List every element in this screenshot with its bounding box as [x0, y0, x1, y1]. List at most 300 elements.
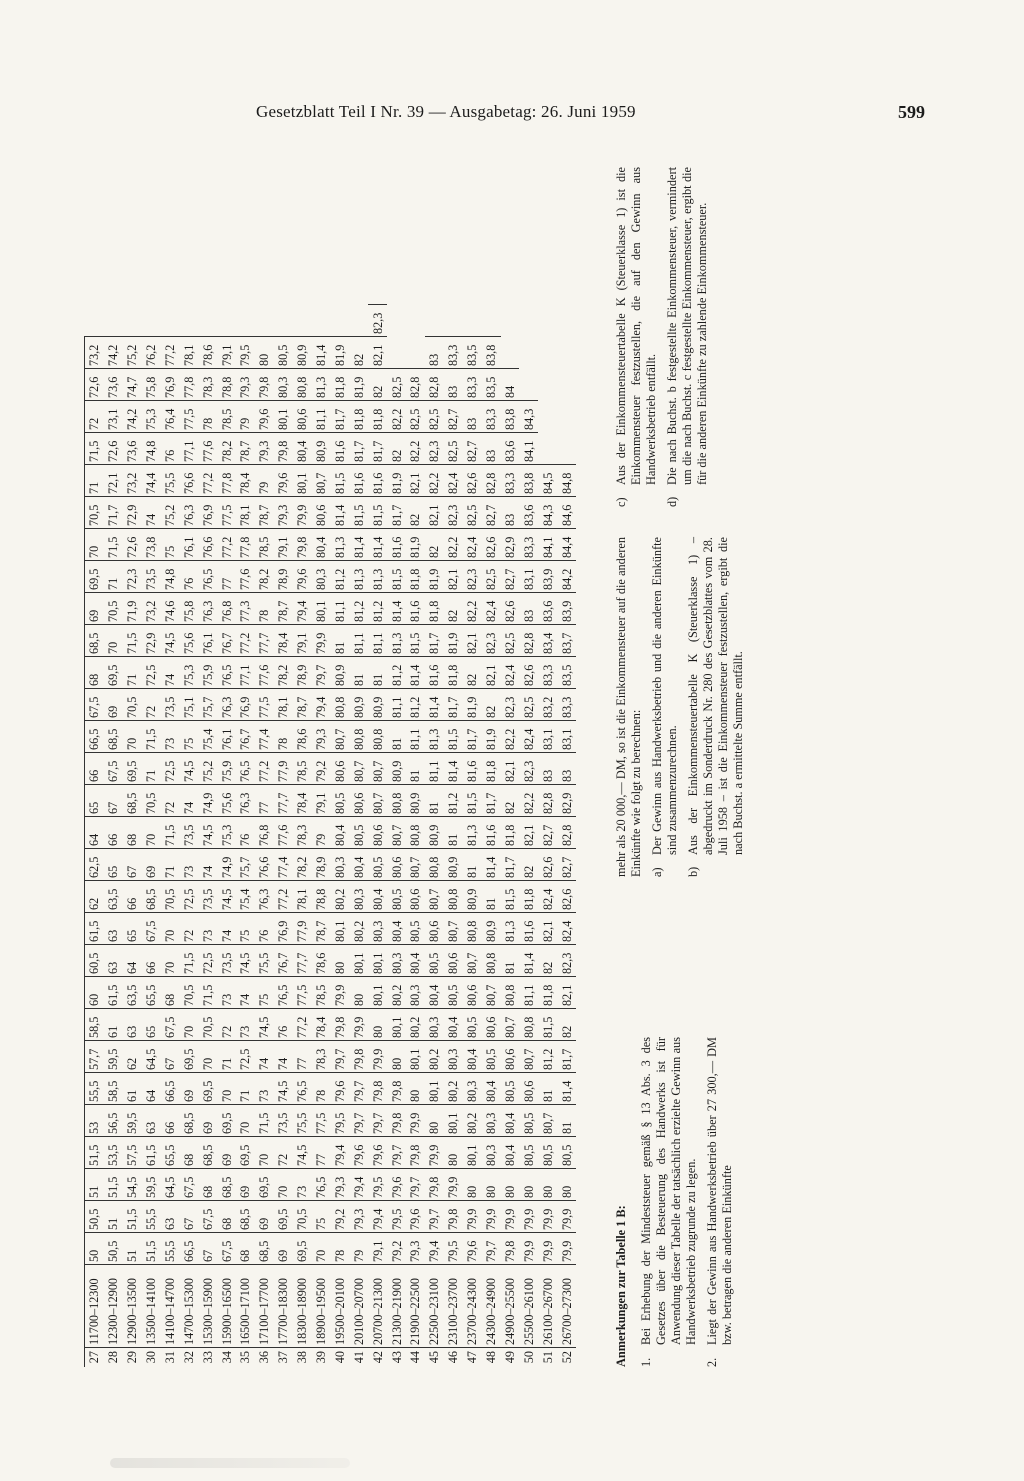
- rate-cell: 74: [198, 849, 217, 881]
- rate-cell: 78,1: [236, 497, 255, 529]
- rate-cell: 78,4: [312, 1009, 331, 1041]
- rate-cell: 55,5: [161, 1233, 180, 1265]
- rate-cell: 79,3: [274, 497, 293, 529]
- rate-cell: 72,5: [161, 753, 180, 785]
- rate-cell: 82,5: [444, 433, 463, 465]
- rate-cell: 83,9: [557, 593, 576, 625]
- rate-cell: 74,5: [198, 817, 217, 849]
- rate-cell: 81,8: [444, 657, 463, 689]
- rate-cell: 84,6: [557, 497, 576, 529]
- rate-cell: 80,9: [349, 689, 368, 721]
- table-row: [179, 305, 198, 1368]
- rate-cell: 82,7: [444, 401, 463, 433]
- rate-cell: 77,7: [293, 945, 312, 977]
- rate-cell: 78,1: [274, 689, 293, 721]
- rate-cell: 83: [519, 593, 538, 625]
- rate-cell: 51: [104, 1201, 123, 1233]
- rate-cell: 67,5: [198, 1201, 217, 1233]
- note-text: Der Gewinn aus Handwerksbetrieb und die anderen Einkünfte sind zusammenzurechnen.: [650, 537, 679, 855]
- note-item: [639, 1037, 699, 1367]
- rate-cell: 69,5: [179, 1041, 198, 1073]
- rate-cell: 81,8: [482, 753, 501, 785]
- rate-cell: 82: [463, 657, 482, 689]
- row-number: 27: [85, 1348, 104, 1368]
- rate-cell: 79,7: [349, 1105, 368, 1137]
- rate-cell: 80,3: [444, 1041, 463, 1073]
- rate-cell: 77,5: [217, 497, 236, 529]
- rate-cell: 81,5: [368, 497, 387, 529]
- rate-cell: 71: [123, 657, 142, 689]
- rate-cell: 80,4: [501, 1137, 520, 1169]
- rate-cell: 81,4: [368, 529, 387, 561]
- rate-cell: 53: [85, 1105, 104, 1137]
- rate-cell: 71: [236, 1073, 255, 1105]
- rate-cell: 77,9: [293, 913, 312, 945]
- rate-cell: 83,5: [482, 369, 501, 401]
- row-number: 44: [408, 1351, 423, 1364]
- rate-cell: 76,5: [274, 977, 293, 1009]
- rate-cell: 80,9: [293, 337, 312, 369]
- rate-cell: 80: [331, 945, 350, 977]
- rate-cell: 81,4: [444, 753, 463, 785]
- rate-cell: 80,1: [463, 1137, 482, 1169]
- rate-cell: 77: [293, 1041, 312, 1073]
- rate-cell: 79,9: [501, 1201, 520, 1233]
- rate-cell: 80,1: [425, 1073, 444, 1105]
- rate-cell: 81,8: [425, 593, 444, 625]
- rate-cell: 74: [161, 657, 180, 689]
- rate-cell: 78: [331, 1233, 350, 1265]
- rate-cell: 69,5: [255, 1169, 274, 1201]
- row-number: 41: [351, 1351, 366, 1364]
- rate-cell: 77,2: [198, 465, 217, 497]
- rate-cell: 70: [198, 1041, 217, 1073]
- rate-cell: 81,4: [425, 689, 444, 721]
- rate-cell: 74,4: [142, 465, 161, 497]
- rate-cell: 82,1: [444, 561, 463, 593]
- rate-cell: 82,1: [557, 977, 576, 1009]
- rate-cell: 69,5: [217, 1105, 236, 1137]
- rate-cell: 78,7: [274, 593, 293, 625]
- rate-cell: 80,5: [274, 337, 293, 369]
- table-row: [85, 305, 104, 1368]
- rate-cell: 78,9: [312, 849, 331, 881]
- rate-cell: 71,7: [104, 497, 123, 529]
- rate-cell: 81,3: [312, 369, 331, 401]
- rate-cell: 75,7: [198, 689, 217, 721]
- rate-cell: 70: [104, 625, 123, 657]
- note-item: [650, 537, 680, 877]
- rate-cell: 53,5: [104, 1137, 123, 1169]
- rate-cell: 83,1: [519, 561, 538, 593]
- rate-cell: 77,5: [312, 1105, 331, 1137]
- table-row: [519, 305, 538, 1368]
- rate-cell: 75,5: [255, 945, 274, 977]
- rate-cell: 81,1: [331, 593, 350, 625]
- rate-cell: 80,5: [463, 1009, 482, 1041]
- rate-cell: 79,9: [349, 1009, 368, 1041]
- rate-cell: 75,6: [179, 625, 198, 657]
- rate-cell: 73,5: [198, 881, 217, 913]
- rate-cell: 77,5: [255, 689, 274, 721]
- rate-cell: 80,3: [312, 561, 331, 593]
- rate-cell: 70,5: [161, 881, 180, 913]
- table-row: [255, 305, 274, 1368]
- rate-cell: 80,2: [331, 881, 350, 913]
- income-range: 26700–27300: [557, 1265, 576, 1348]
- rate-cell: 81,3: [463, 817, 482, 849]
- rate-cell: 74,9: [198, 785, 217, 817]
- note-text: Aus der Einkommensteuertabelle K (Steuerklasse 1) – abgedruckt im Sonderdruck Nr. 280 des Gesetzblattes vom 28. Juli 1958 – ist die Einkommensteuer festzustellen, ergibt die nach Buchst. a ermittelte Summe entfällt.: [686, 537, 745, 855]
- rate-cell: 78,5: [293, 753, 312, 785]
- rate-cell: 75,1: [179, 689, 198, 721]
- rate-cell: 80,3: [482, 1105, 501, 1137]
- rate-cell: 79,4: [368, 1201, 387, 1233]
- rate-cell: 72: [179, 913, 198, 945]
- rate-cell: 74,8: [161, 561, 180, 593]
- rate-cell: 80,3: [349, 881, 368, 913]
- rate-cell: 80,7: [387, 817, 406, 849]
- rate-cell: 56,5: [104, 1105, 123, 1137]
- rate-cell: 79,9: [406, 1105, 425, 1137]
- rate-cell: 80,1: [406, 1041, 425, 1073]
- rate-cell: 80,3: [425, 1009, 444, 1041]
- rate-cell: 80,5: [501, 1073, 520, 1105]
- rate-cell: 78,5: [255, 529, 274, 561]
- rate-cell: 80,5: [519, 1137, 538, 1169]
- rate-cell: 80,6: [368, 817, 387, 849]
- rate-cell: 81,7: [482, 785, 501, 817]
- rate-cell: 83,5: [557, 657, 576, 689]
- rate-cell: 72,6: [85, 369, 104, 401]
- rate-cell: 82,5: [425, 401, 444, 433]
- rate-cell: 82,5: [482, 561, 501, 593]
- rate-cell: 79,6: [368, 1137, 387, 1169]
- tax-rate-table: [84, 304, 576, 1367]
- rate-cell: 77: [217, 561, 236, 593]
- rate-cell: 81,6: [519, 913, 538, 945]
- rate-cell: 79,4: [331, 1137, 350, 1169]
- rate-cell: 62: [123, 1041, 142, 1073]
- rate-cell: 82: [425, 529, 444, 561]
- rate-cell: 80,7: [368, 753, 387, 785]
- rate-cell: 82,6: [538, 849, 557, 881]
- rate-cell: 80,6: [501, 1041, 520, 1073]
- rate-cell: 70,5: [104, 593, 123, 625]
- rate-cell: 79,1: [293, 625, 312, 657]
- note-text: mehr als 20 000,— DM, so ist die Einkommensteuer auf die anderen Einkünfte wie folgt zu berechnen:: [614, 537, 643, 877]
- rate-cell: 80,5: [538, 1137, 557, 1169]
- rate-cell: 82,7: [538, 817, 557, 849]
- rate-cell: 57,5: [123, 1137, 142, 1169]
- income-range: 15900–16500: [217, 1265, 236, 1348]
- rate-cell: 76,4: [161, 401, 180, 433]
- rate-cell: 77,4: [274, 849, 293, 881]
- row-number: 29: [125, 1351, 140, 1364]
- rate-cell: 80,5: [406, 913, 425, 945]
- rate-cell: 81,8: [519, 881, 538, 913]
- rate-cell: 65: [123, 913, 142, 945]
- rate-cell: 81,4: [312, 337, 331, 369]
- rate-cell: 80,4: [293, 433, 312, 465]
- rate-cell: 72: [85, 401, 104, 433]
- rate-cell: 67: [104, 785, 123, 817]
- rate-cell: 74: [236, 977, 255, 1009]
- rate-cell: 78,4: [274, 625, 293, 657]
- row-number: 43: [389, 1351, 404, 1364]
- rate-cell: 67,5: [179, 1169, 198, 1201]
- rate-cell: 80,4: [482, 1073, 501, 1105]
- rate-cell: 65,5: [161, 1137, 180, 1169]
- rate-cell: 80,7: [368, 785, 387, 817]
- rate-cell: 80,4: [406, 945, 425, 977]
- rate-cell: 82,3: [368, 305, 387, 337]
- table-row: [368, 305, 387, 1368]
- rate-cell: 79,8: [368, 1073, 387, 1105]
- rate-cell: 80,5: [349, 817, 368, 849]
- rate-cell: 65,5: [142, 977, 161, 1009]
- row-number: 45: [427, 1351, 442, 1364]
- rate-cell: 81,6: [406, 593, 425, 625]
- rate-cell: 74,5: [236, 945, 255, 977]
- rate-cell: 82,8: [519, 625, 538, 657]
- rate-cell: 82,1: [482, 657, 501, 689]
- rate-cell: 81,5: [406, 625, 425, 657]
- rate-cell: 80,6: [293, 401, 312, 433]
- rate-cell: 81,5: [538, 1009, 557, 1041]
- rate-cell: 81,4: [387, 593, 406, 625]
- table-row: [425, 305, 444, 1368]
- rate-cell: 59,5: [104, 1041, 123, 1073]
- table-row: [482, 305, 501, 1368]
- rate-cell: 75,8: [179, 593, 198, 625]
- rate-cell: 72: [161, 785, 180, 817]
- rate-cell: 79,9: [293, 497, 312, 529]
- note-mark: 1.: [639, 1357, 653, 1367]
- rate-cell: 64: [85, 817, 104, 849]
- note-intro: [614, 537, 644, 877]
- rate-cell: 81,9: [425, 561, 444, 593]
- rate-cell: 77,6: [198, 433, 217, 465]
- rate-cell: 79,6: [293, 561, 312, 593]
- rate-cell: 81,7: [444, 689, 463, 721]
- rate-cell: 69,5: [104, 657, 123, 689]
- rate-cell: 77,2: [274, 881, 293, 913]
- note-text: Liegt der Gewinn aus Handwerksbetrieb über 27 300,— DM bzw. betragen die anderen Einkünfte: [705, 1037, 734, 1345]
- rate-cell: 73,5: [179, 817, 198, 849]
- rate-cell: 82,2: [387, 401, 406, 433]
- rate-cell: 77,8: [217, 465, 236, 497]
- row-number: 37: [276, 1351, 291, 1364]
- rate-cell: 70: [217, 1073, 236, 1105]
- rate-cell: 80,7: [463, 945, 482, 977]
- rate-cell: 81,2: [368, 593, 387, 625]
- rate-cell: 84,8: [557, 465, 576, 497]
- rate-cell: 77,8: [236, 529, 255, 561]
- rate-cell: 79,9: [331, 977, 350, 1009]
- rate-cell: 70: [179, 1009, 198, 1041]
- rate-cell: 83,3: [538, 657, 557, 689]
- income-range: 20100–20700: [349, 1265, 368, 1348]
- rate-cell: 69: [179, 1073, 198, 1105]
- rate-cell: 59,5: [142, 1169, 161, 1201]
- rate-cell: 80: [255, 337, 274, 369]
- rate-cell: 73: [293, 1169, 312, 1201]
- rate-cell: 76,3: [236, 785, 255, 817]
- rate-cell: 80,3: [482, 1137, 501, 1169]
- rate-cell: 82,8: [538, 785, 557, 817]
- rate-cell: 81,8: [331, 369, 350, 401]
- rate-cell: 80,2: [349, 913, 368, 945]
- rate-cell: 81,3: [349, 561, 368, 593]
- note-text: Aus der Einkommensteuertabelle K (Steuerklasse 1) ist die Einkommensteuer festzustellen, die auf den Gewinn aus Handwerksbetrieb entfällt.: [614, 167, 658, 485]
- rate-cell: 72,5: [142, 657, 161, 689]
- rate-cell: 81,6: [482, 817, 501, 849]
- rate-cell: 75: [179, 721, 198, 753]
- rate-cell: 80: [444, 1137, 463, 1169]
- income-range: 14100–14700: [161, 1265, 180, 1348]
- rate-cell: 76: [236, 817, 255, 849]
- rate-cell: 82,2: [519, 785, 538, 817]
- rate-cell: 76,6: [198, 529, 217, 561]
- rate-cell: 75,3: [217, 817, 236, 849]
- rate-cell: 73,6: [104, 369, 123, 401]
- rate-cell: 70,5: [123, 689, 142, 721]
- rate-cell: 81,6: [425, 657, 444, 689]
- rate-cell: 80,4: [501, 1105, 520, 1137]
- table-row: [236, 305, 255, 1368]
- rate-cell: 51,5: [104, 1169, 123, 1201]
- rate-cell: 84: [501, 369, 520, 401]
- rate-cell: 70,5: [179, 977, 198, 1009]
- rate-cell: 81,6: [331, 433, 350, 465]
- rate-cell: 79,8: [406, 1137, 425, 1169]
- rate-cell: 81: [463, 849, 482, 881]
- rate-cell: 80: [368, 1009, 387, 1041]
- rate-cell: 84,4: [557, 529, 576, 561]
- rate-cell: 59,5: [123, 1105, 142, 1137]
- rate-cell: 80,5: [519, 1105, 538, 1137]
- rate-cell: 61: [123, 1073, 142, 1105]
- rate-cell: 80,7: [519, 1041, 538, 1073]
- rate-cell: 67: [123, 849, 142, 881]
- rate-cell: 72,9: [142, 625, 161, 657]
- rate-cell: 74,5: [217, 881, 236, 913]
- rate-cell: 78,3: [198, 369, 217, 401]
- rate-cell: 81,5: [331, 465, 350, 497]
- rate-cell: 68: [123, 817, 142, 849]
- rate-cell: 68,5: [236, 1201, 255, 1233]
- income-range: 22500–23100: [425, 1265, 444, 1348]
- rate-cell: 82,8: [425, 369, 444, 401]
- table-row: [349, 305, 368, 1368]
- notes-column-3: [614, 167, 716, 507]
- rate-cell: 81,5: [444, 721, 463, 753]
- rate-cell: 84,2: [557, 561, 576, 593]
- rate-cell: 81,3: [387, 625, 406, 657]
- rate-cell: 81,4: [482, 849, 501, 881]
- rate-cell: 83: [482, 433, 501, 465]
- rate-cell: 82,6: [482, 529, 501, 561]
- rate-cell: 74,2: [123, 401, 142, 433]
- rate-cell: 73,2: [123, 465, 142, 497]
- rate-cell: 82,4: [482, 593, 501, 625]
- rate-cell: 75,3: [142, 401, 161, 433]
- rate-cell: 71: [142, 753, 161, 785]
- rate-cell: 66: [161, 1105, 180, 1137]
- rate-cell: 80: [519, 1169, 538, 1201]
- rate-cell: 68: [236, 1233, 255, 1265]
- rate-cell: 69,5: [236, 1137, 255, 1169]
- rate-cell: 54,5: [123, 1169, 142, 1201]
- rate-cell: 79,5: [236, 337, 255, 369]
- rate-cell: 65: [85, 785, 104, 817]
- rate-cell: 83,5: [463, 337, 482, 369]
- rate-cell: 83: [444, 369, 463, 401]
- rate-cell: 79,1: [274, 529, 293, 561]
- rate-cell: 79,8: [293, 529, 312, 561]
- rate-cell: 76: [161, 433, 180, 465]
- rate-cell: 76,3: [217, 689, 236, 721]
- row-number: 31: [162, 1351, 177, 1364]
- rate-cell: 80,3: [406, 977, 425, 1009]
- rate-cell: 72,9: [123, 497, 142, 529]
- rate-cell: 82: [444, 593, 463, 625]
- row-number: 40: [332, 1351, 347, 1364]
- rate-cell: 74,5: [274, 1073, 293, 1105]
- rate-cell: 79,9: [368, 1041, 387, 1073]
- rate-cell: 78,6: [198, 337, 217, 369]
- rate-cell: 84,5: [538, 465, 557, 497]
- rate-cell: 83: [557, 753, 576, 785]
- rate-cell: 82,3: [557, 945, 576, 977]
- rate-cell: 82,7: [501, 561, 520, 593]
- rate-cell: 73,2: [85, 337, 104, 369]
- table-row: [557, 305, 576, 1368]
- income-range: 21300–21900: [387, 1265, 406, 1348]
- rate-cell: 75,4: [198, 721, 217, 753]
- rate-cell: 79,5: [444, 1233, 463, 1265]
- rate-cell: 68: [198, 1169, 217, 1201]
- rate-cell: 78,7: [312, 913, 331, 945]
- rate-cell: 73: [161, 721, 180, 753]
- rate-cell: 80: [349, 977, 368, 1009]
- income-range: 17700–18300: [274, 1265, 293, 1348]
- rate-cell: 81: [349, 657, 368, 689]
- rate-cell: 78,3: [312, 1041, 331, 1073]
- row-number: 32: [181, 1351, 196, 1364]
- rate-cell: 81,2: [331, 561, 350, 593]
- rate-cell: 82,2: [501, 721, 520, 753]
- rate-cell: 81,3: [368, 561, 387, 593]
- rate-cell: 76: [179, 561, 198, 593]
- rate-cell: 70,5: [198, 1009, 217, 1041]
- rate-cell: 82: [557, 1009, 576, 1041]
- rate-cell: 76,2: [142, 337, 161, 369]
- rate-cell: 75: [312, 1201, 331, 1233]
- table-row: [198, 305, 217, 1368]
- rate-cell: 78,1: [179, 337, 198, 369]
- rate-cell: 82,2: [463, 593, 482, 625]
- rate-cell: 81,4: [349, 529, 368, 561]
- rate-cell: 63: [104, 913, 123, 945]
- rate-cell: 81,6: [387, 529, 406, 561]
- rate-cell: 80,2: [406, 1009, 425, 1041]
- rate-cell: 68,5: [123, 785, 142, 817]
- rate-cell: 83,3: [444, 337, 463, 369]
- rate-cell: 80,5: [482, 1041, 501, 1073]
- rate-cell: 80: [387, 1041, 406, 1073]
